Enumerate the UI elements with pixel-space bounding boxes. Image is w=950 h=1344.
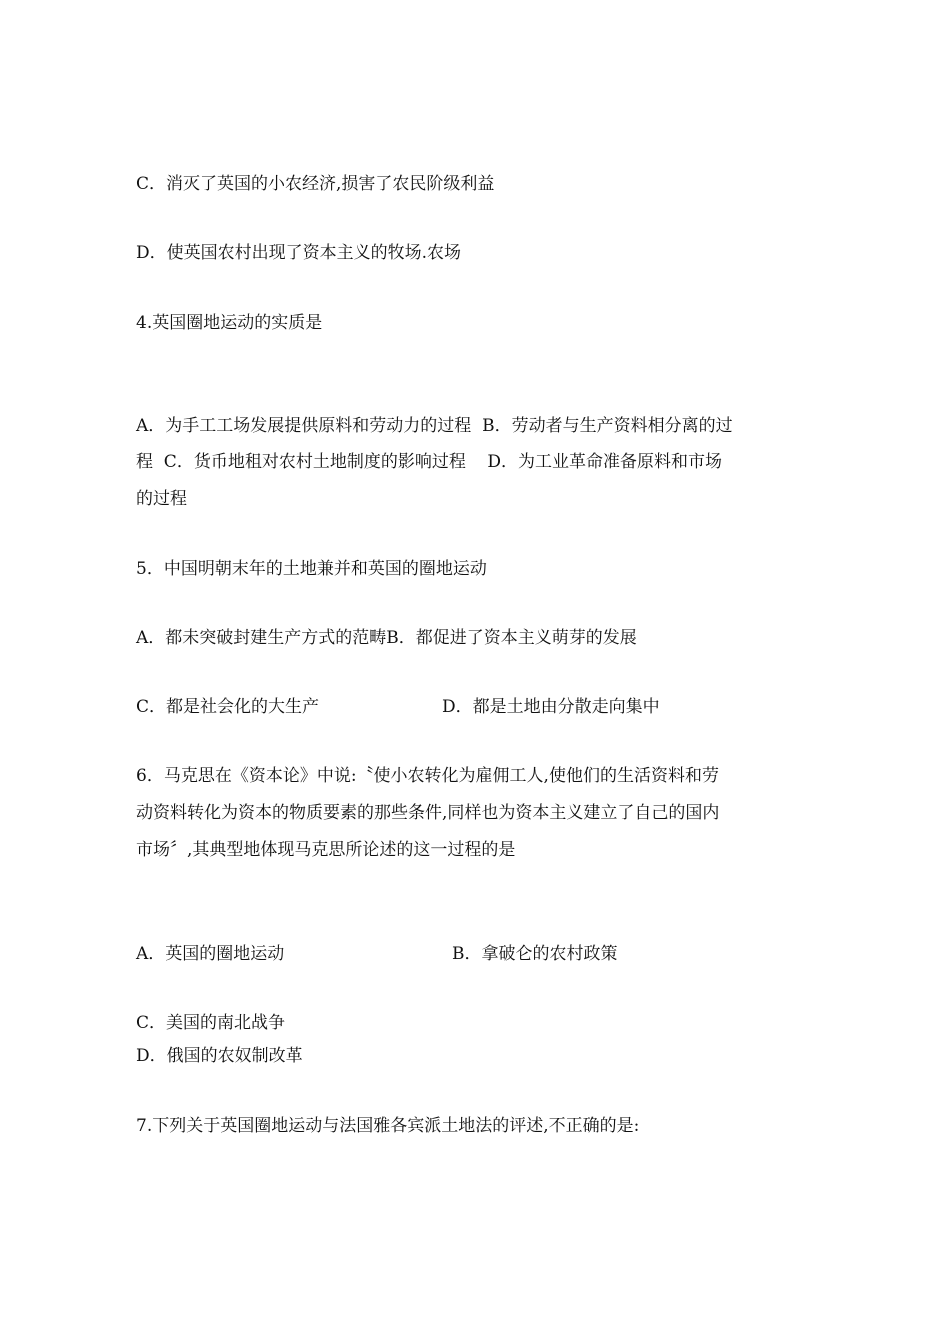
q5-stem: 5．中国明朝末年的土地兼并和英国的圈地运动 <box>136 559 487 579</box>
q7-stem: 7.下列关于英国圈地运动与法国雅各宾派土地法的评述,不正确的是: <box>136 1116 640 1136</box>
q6-stem-line3: 市场〞,其典型地体现马克思所论述的这一过程的是 <box>136 840 516 860</box>
q4-stem: 4.英国圈地运动的实质是 <box>136 313 323 333</box>
q5-option-d: D．都是土地由分散走向集中 <box>442 697 660 717</box>
q3-option-d: D．使英国农村出现了资本主义的牧场.农场 <box>136 243 462 263</box>
q6-option-d: D．俄国的农奴制改革 <box>136 1046 303 1066</box>
q6-stem-line1: 6．马克思在《资本论》中说:〝使小农转化为雇佣工人,使他们的生活资料和劳 <box>136 766 719 786</box>
q4-options-line3: 的过程 <box>136 489 187 509</box>
q3-option-c: C．消灭了英国的小农经济,损害了农民阶级利益 <box>136 174 495 194</box>
q5-options-ab: A．都未突破封建生产方式的范畴B．都促进了资本主义萌芽的发展 <box>136 628 637 648</box>
q6-stem-line2: 动资料转化为资本的物质要素的那些条件,同样也为资本主义建立了自己的国内 <box>136 803 720 823</box>
q4-options-line2: 程 C．货币地租对农村土地制度的影响过程 D．为工业革命准备原料和市场 <box>136 452 723 472</box>
q6-option-a: A．英国的圈地运动 <box>136 944 285 964</box>
q6-option-c: C．美国的南北战争 <box>136 1013 286 1033</box>
q5-option-c: C．都是社会化的大生产 <box>136 697 320 717</box>
q6-option-b: B．拿破仑的农村政策 <box>452 944 618 964</box>
q4-options-line1: A．为手工工场发展提供原料和劳动力的过程 B．劳动者与生产资料相分离的过 <box>136 416 733 436</box>
